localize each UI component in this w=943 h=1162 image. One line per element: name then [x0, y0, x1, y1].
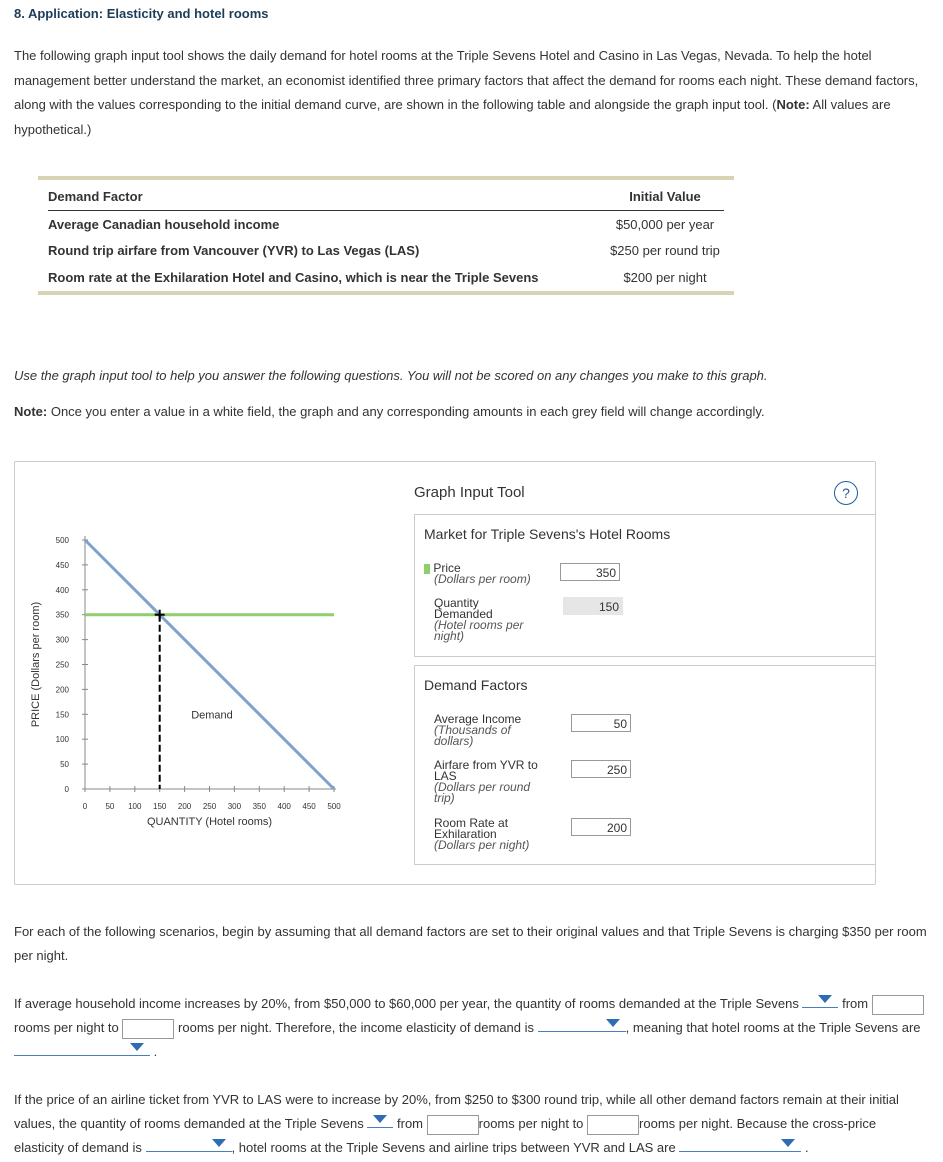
x-tick-label: 500 — [327, 802, 341, 811]
y-tick-label: 150 — [55, 710, 69, 720]
price-unit: (Dollars per room) — [434, 572, 531, 586]
graph-note-text: Once you enter a value in a white field, the graph and any corresponding amounts in each grey field will change accordingly. — [47, 404, 765, 419]
room-label-2: Exhilaration — [434, 827, 497, 841]
table-row — [48, 263, 724, 291]
airfare-unit-1: (Dollars per round — [434, 780, 531, 794]
s1-text-6: Triple Sevens are — [819, 1020, 921, 1035]
y-axis-label: PRICE (Dollars per room) — [30, 601, 42, 728]
s2-direction-dropdown[interactable] — [367, 1113, 393, 1128]
x-tick-label: 200 — [177, 802, 192, 811]
s2-text-4: rooms per night. Because the — [639, 1116, 809, 1131]
price-input[interactable]: 350 — [560, 563, 620, 581]
help-icon[interactable]: ? — [834, 481, 858, 505]
demand-curve — [85, 540, 334, 789]
airfare-label-2: LAS — [434, 769, 457, 783]
room-unit: (Dollars per night) — [434, 838, 530, 852]
y-tick-label: 250 — [55, 660, 69, 670]
x-tick-label: 150 — [153, 802, 167, 811]
y-tick-label: 50 — [60, 760, 69, 770]
chevron-down-icon — [606, 1019, 620, 1027]
row-value: $200 per night — [623, 269, 707, 285]
factors-title: Demand Factors — [424, 677, 528, 693]
price-label-text: Price — [433, 561, 461, 575]
qty-label-2: Demanded — [434, 607, 493, 621]
demand-factors-panel — [414, 665, 876, 865]
room-label-1: Room Rate at — [434, 816, 509, 830]
graph-note — [14, 404, 765, 419]
income-label-text: Average Income — [434, 712, 522, 726]
row-factor: Average Canadian household income — [48, 216, 280, 232]
s1-text-5: , meaning that hotel rooms at the — [625, 1020, 816, 1035]
row-value: $50,000 per year — [615, 216, 715, 232]
demand-chart[interactable] — [14, 462, 409, 882]
s2-text-7: . — [804, 1140, 809, 1155]
s2-to-input[interactable] — [587, 1115, 639, 1135]
airfare-label — [434, 760, 538, 804]
income-label — [434, 714, 521, 747]
chevron-down-icon — [818, 995, 832, 1003]
room-rate-label — [434, 818, 529, 851]
y-tick-label: 350 — [55, 610, 69, 620]
s2-elasticity-dropdown[interactable] — [146, 1137, 232, 1152]
x-tick-label: 350 — [252, 802, 266, 811]
qty-label-1: Quantity — [434, 596, 479, 610]
x-tick-label: 100 — [128, 802, 142, 811]
x-tick-label: 300 — [227, 802, 242, 811]
demand-label: Demand — [191, 709, 233, 722]
qty-unit-2: night) — [434, 629, 465, 643]
demand-factor-table — [38, 176, 734, 295]
chevron-down-icon — [212, 1139, 226, 1147]
x-tick-label: 400 — [277, 802, 291, 811]
s1-good-type-dropdown[interactable] — [14, 1041, 150, 1056]
x-tick-label: 250 — [202, 802, 217, 811]
s1-to-input[interactable] — [122, 1019, 174, 1039]
x-tick-label: 450 — [302, 802, 316, 811]
room-rate-input[interactable]: 200 — [571, 818, 631, 836]
graph-tool-title: Graph Input Tool — [414, 484, 525, 501]
y-tick-label: 200 — [55, 685, 69, 695]
s2-text-2: from — [397, 1116, 424, 1131]
market-title: Market for Triple Sevens's Hotel Rooms — [424, 526, 671, 542]
s2-text-3: rooms per night to — [478, 1116, 584, 1131]
x-axis-label: QUANTITY (Hotel rooms) — [146, 816, 273, 828]
y-tick-label: 300 — [55, 635, 69, 645]
table-row — [48, 237, 724, 263]
income-unit-2: dollars) — [434, 734, 474, 748]
table-header — [48, 180, 724, 211]
scenario-1 — [14, 992, 929, 1064]
chevron-down-icon — [373, 1115, 387, 1123]
intro-text: The following graph input tool shows the daily demand for hotel rooms at the Triple Sevens Hotel and Casino in Las Vegas, Nevada. To help the hotel management better understand the market, an economist identified three primary factors that affect the demand for rooms each night. These demand factors, along with the values corresponding to the initial demand curve, are shown in the following table and alongside the graph input tool. ( — [14, 48, 919, 112]
s1-direction-dropdown[interactable] — [802, 993, 838, 1008]
scenario-intro: For each of the following scenarios, begin by assuming that all demand factors are set to their original values and that Triple Sevens is charging $350 per room per night. — [14, 924, 927, 963]
quantity-output: 150 — [563, 597, 623, 615]
row-factor: Room rate at the Exhilaration Hotel and Casino, which is near the Triple Sevens — [48, 269, 539, 285]
intro-paragraph — [14, 44, 932, 142]
price-legend-icon — [424, 564, 430, 574]
s1-text-3: rooms per night to — [14, 1020, 119, 1035]
header-value: Initial Value — [629, 188, 701, 204]
question-title: 8. Application: Elasticity and hotel rooms — [14, 6, 269, 21]
chevron-down-icon — [781, 1139, 795, 1147]
s1-elasticity-dropdown[interactable] — [538, 1017, 626, 1032]
y-tick-label: 450 — [55, 560, 69, 570]
s2-from-input[interactable] — [427, 1115, 479, 1135]
y-tick-label: 100 — [55, 735, 69, 745]
row-value: $250 per round trip — [610, 242, 720, 258]
s2-relationship-dropdown[interactable] — [679, 1137, 801, 1152]
qty-unit-1: (Hotel rooms per — [434, 618, 524, 632]
y-tick-label: 500 — [55, 536, 69, 545]
chevron-down-icon — [130, 1043, 144, 1051]
quantity-label — [434, 598, 523, 642]
graph-instructions: Use the graph input tool to help you answer the following questions. You will not be scored on any changes you make to this graph. — [14, 368, 768, 383]
price-label — [424, 563, 531, 585]
s1-from-input[interactable] — [872, 995, 924, 1015]
intro-note-text: All values are hypothetical.) — [14, 97, 891, 137]
header-factor: Demand Factor — [48, 188, 143, 204]
airfare-label-1: Airfare from YVR to — [434, 758, 538, 772]
x-tick-label: 50 — [105, 802, 115, 811]
x-tick-label: 0 — [82, 802, 88, 811]
s1-text-2: from — [842, 996, 869, 1011]
scenario-2 — [14, 1088, 929, 1160]
s2-text-6: , hotel rooms at the Triple Sevens and airline trips between YVR and LAS are — [231, 1140, 676, 1155]
income-unit-1: (Thousands of — [434, 723, 511, 737]
intro-note-label: Note: — [776, 97, 810, 112]
income-input[interactable]: 50 — [571, 714, 631, 732]
y-tick-label: 0 — [64, 785, 69, 794]
s2-text-1: If the price of an airline ticket from YVR to LAS were to increase by 20%, from $250 to $300 round trip, while all other demand factors remain at their initial values, the quantity of rooms demanded at the Triple Sevens — [14, 1092, 899, 1131]
s1-text-1: If average household income increases by 20%, from $50,000 to $60,000 per year, the quantity of rooms demanded at the Triple Sevens — [14, 996, 799, 1011]
row-factor: Round trip airfare from Vancouver (YVR) to Las Vegas (LAS) — [48, 242, 420, 258]
s1-text-4: rooms per night. Therefore, the income elasticity of demand is — [178, 1020, 535, 1035]
y-tick-label: 400 — [55, 585, 69, 595]
airfare-unit-2: trip) — [434, 791, 455, 805]
graph-note-label: Note: — [14, 404, 48, 419]
table-row — [48, 211, 724, 237]
s2-text-5: cross-price elasticity of demand is — [14, 1116, 877, 1155]
market-panel — [414, 514, 876, 657]
airfare-input[interactable]: 250 — [571, 760, 631, 778]
s1-text-7: . — [153, 1044, 158, 1059]
